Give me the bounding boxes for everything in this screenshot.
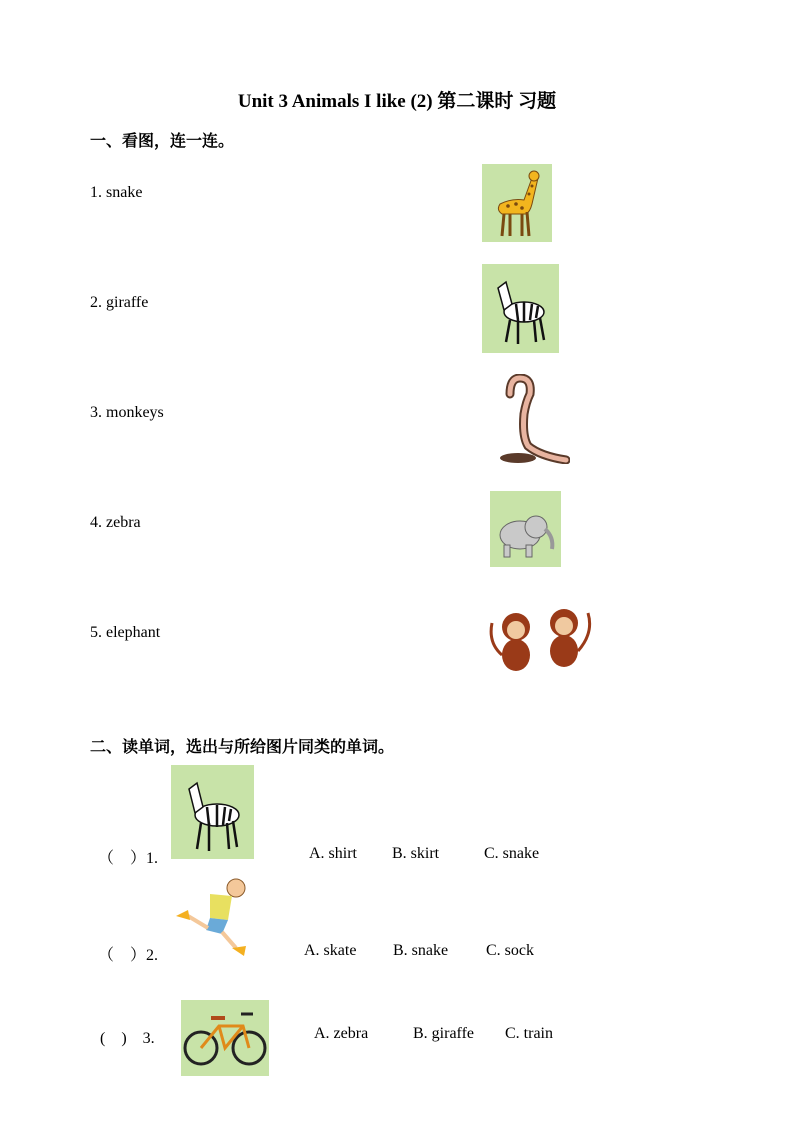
zebra-picture	[482, 264, 559, 353]
question-1-bracket: （ ）1.	[98, 850, 159, 867]
match-word-1: 1. snake	[90, 184, 143, 201]
skater-picture	[170, 874, 250, 959]
question-2-bracket: （ ）2.	[98, 947, 159, 964]
q1-option-b: B. skirt	[392, 845, 440, 862]
q1-option-a: A. shirt	[309, 845, 357, 862]
snake-picture	[490, 374, 570, 464]
q1-option-c: C. snake	[484, 845, 540, 862]
match-word-5: 5. elephant	[90, 624, 161, 641]
q2-option-a: A. skate	[304, 942, 357, 959]
elephant-picture	[490, 491, 561, 567]
q2-option-c: C. sock	[486, 942, 534, 959]
q2-option-b: B. snake	[393, 942, 449, 959]
section1-heading: 一、看图，连一连。	[90, 131, 235, 150]
giraffe-picture	[482, 164, 552, 242]
question-3-bracket: ( ) 3.	[100, 1030, 155, 1047]
q1-zebra-picture	[171, 765, 254, 859]
bicycle-picture	[181, 1000, 269, 1076]
q3-option-b: B. giraffe	[413, 1025, 475, 1042]
page-title: Unit 3 Animals I like (2) 第二课时 习题	[237, 91, 557, 112]
match-word-4: 4. zebra	[90, 514, 141, 531]
match-word-2: 2. giraffe	[90, 294, 149, 311]
monkeys-picture	[484, 583, 599, 698]
section2-heading: 二、读单词，选出与所给图片同类的单词。	[90, 737, 395, 756]
q3-option-c: C. train	[505, 1025, 553, 1042]
q3-option-a: A. zebra	[314, 1025, 369, 1042]
match-word-3: 3. monkeys	[90, 404, 164, 421]
